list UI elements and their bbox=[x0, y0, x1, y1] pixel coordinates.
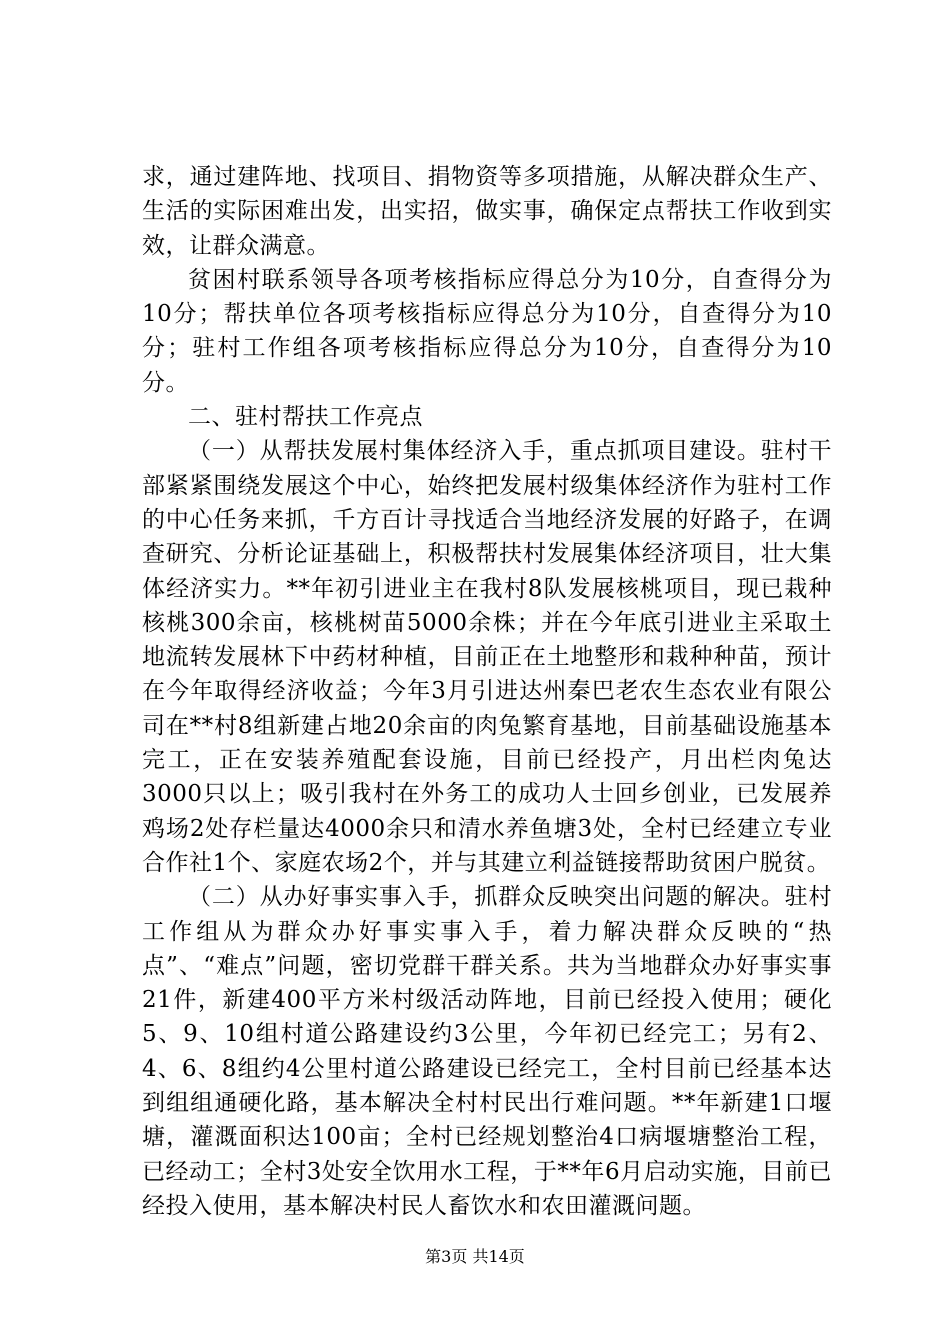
paragraph-practical-matters: （二）从办好事实事入手，抓群众反映突出问题的解决。驻村工作组从为群众办好事实事入手，着力解决群众反映的“热点”、“难点”问题，密切党群干群关系。共为当地群众办好事实事21件，新建400平方米村级活动阵地，目前已经投入使用；硬化5、9、10组村道公路建设约3公里，今年初已经完工；另有2、4、6、8组约4公里村道公路建设已经完工，全村目前已经基本达到组组通硬化路，基本解决全村村民出行难问题。**年新建1口堰塘，灌溉面积达100亩；全村已经规划整治4口病堰塘整治工程，已经动工；全村3处安全饮用水工程，于**年6月启动实施，目前已经投入使用，基本解决村民人畜饮水和农田灌溉问题。 bbox=[142, 884, 832, 1219]
section-heading: 二、驻村帮扶工作亮点 bbox=[188, 404, 423, 431]
paragraph-continuation: 求，通过建阵地、找项目、捐物资等多项措施，从解决群众生产、生活的实际困难出发，出实招，做实事，确保定点帮扶工作收到实效，让群众满意。 bbox=[142, 164, 832, 259]
paragraph-scores: 贫困村联系领导各项考核指标应得总分为10分，自查得分为10分；帮扶单位各项考核指标应得总分为10分，自查得分为10分；驻村工作组各项考核指标应得总分为10分，自查得分为10分。 bbox=[142, 266, 832, 396]
paragraph-collective-economy: （一）从帮扶发展村集体经济入手，重点抓项目建设。驻村干部紧紧围绕发展这个中心，始终把发展村级集体经济作为驻村工作的中心任务来抓，千方百计寻找适合当地经济发展的好路子，在调查研究、分析论证基础上，积极帮扶村发展集体经济项目，壮大集体经济实力。**年初引进业主在我村8队发展核桃项目，现已栽种核桃300余亩，核桃树苗5000余株；并在今年底引进业主采取土地流转发展林下中药材种植，目前正在土地整形和栽种种苗，预计在今年取得经济收益；今年3月引进达州秦巴老农生态农业有限公司在**村8组新建占地20余亩的肉兔繁育基地，目前基础设施基本完工，正在安装养殖配套设施，目前已经投产，月出栏肉兔达3000只以上；吸引我村在外务工的成功人士回乡创业，已发展养鸡场2处存栏量达4000余只和清水养鱼塘3处，全村已经建立专业合作社1个、家庭农场2个，并与其建立利益链接帮助贫困户脱贫。 bbox=[142, 438, 832, 876]
page-footer: 第3页 共14页 bbox=[425, 1247, 525, 1266]
document-body bbox=[142, 160, 832, 1223]
